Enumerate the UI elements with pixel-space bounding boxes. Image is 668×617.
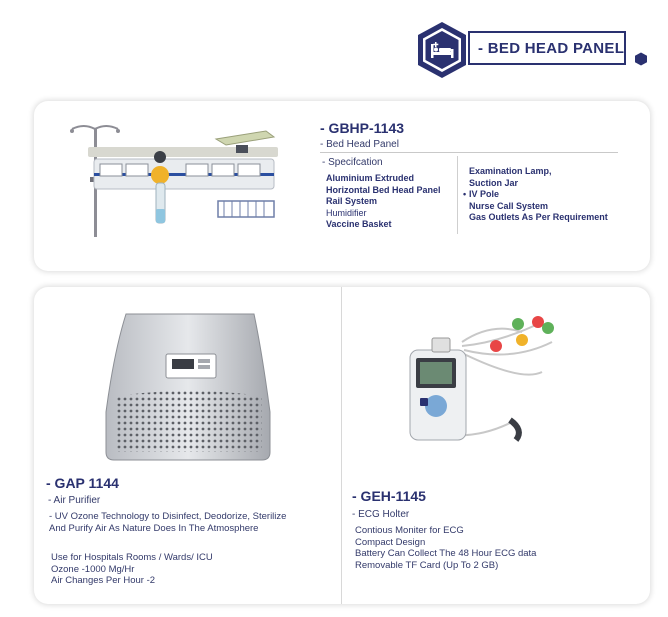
product-name-gap: - Air Purifier [48, 495, 101, 506]
product-name-gbhp: - Bed Head Panel [320, 139, 399, 150]
spec-label: - Specifcation [322, 157, 383, 168]
spec-list-right [463, 166, 608, 224]
section-title-box [468, 31, 626, 65]
bed-head-panel-image [66, 117, 286, 237]
spec-item: Gas Outlets As Per Requirement [469, 212, 608, 222]
product-description-gap: - UV Ozone Technology to Disinfect, Deodorize, Sterilize And Purify Air As Nature Does In The Atmosphere [49, 511, 287, 534]
product-details-gap [51, 552, 213, 587]
ecg-holter-image [392, 302, 572, 452]
spec-column-divider [457, 156, 458, 234]
spec-item [463, 189, 608, 201]
detail-line: Air Changes Per Hour -2 [51, 575, 156, 586]
spec-item: Suction Jar [469, 177, 519, 188]
product-code-gap: - GAP 1144 [46, 475, 119, 491]
divider-rule [320, 152, 618, 153]
spec-item: Nurse Call System [469, 200, 549, 211]
hexagon-dot-icon [634, 52, 648, 66]
column-divider [341, 287, 342, 604]
detail-line: Contious Moniter for ECG [355, 525, 464, 536]
bed-icon [415, 20, 469, 80]
detail-line: Compact Design [355, 536, 426, 548]
spec-item-text: IV Pole [469, 189, 500, 199]
air-purifier-image [104, 312, 274, 464]
product-name-geh: - ECG Holter [352, 509, 410, 520]
detail-line: Use for Hospitals Rooms / Wards/ ICU [51, 552, 213, 563]
detail-line: Battery Can Collect The 48 Hour ECG data [355, 548, 537, 559]
spec-list-left [326, 173, 441, 231]
detail-line: Removable TF Card (Up To 2 GB) [355, 559, 499, 571]
spec-item: Horizontal Bed Head Panel [326, 184, 441, 195]
spec-item: Examination Lamp, [469, 166, 552, 176]
detail-line: Ozone -1000 Mg/Hr [51, 563, 135, 575]
product-code-gbhp: - GBHP-1143 [320, 120, 405, 136]
spec-item: Aluminium Extruded [326, 173, 415, 183]
spec-item: Humidifier [326, 207, 367, 218]
spec-item: Vaccine Basket [326, 219, 392, 229]
spec-item: Rail System [326, 196, 378, 206]
section-title: - BED HEAD PANEL [478, 40, 625, 57]
bullet-icon: • [463, 189, 467, 199]
product-code-geh: - GEH-1145 [352, 488, 426, 504]
product-details-geh [355, 525, 536, 571]
